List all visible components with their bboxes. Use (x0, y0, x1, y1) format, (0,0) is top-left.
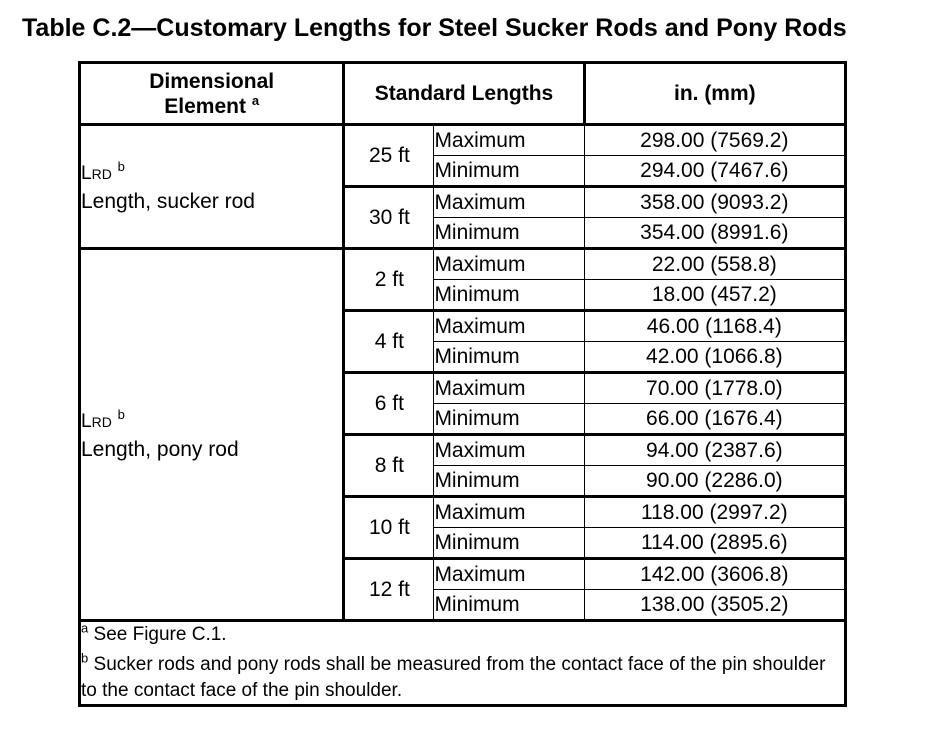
limit-label-max: Maximum (434, 187, 584, 218)
value-max: 46.00 (1168.4) (584, 311, 845, 342)
footnote-b (81, 652, 844, 704)
limit-label-min: Minimum (434, 466, 584, 497)
standard-length-cell: 30 ft (344, 187, 434, 249)
value-min: 90.00 (2286.0) (584, 466, 845, 497)
standard-length-cell: 8 ft (344, 435, 434, 497)
limit-label-max: Maximum (434, 559, 584, 590)
footnote-text: See Figure C.1. (93, 624, 227, 645)
symbol: L (81, 162, 92, 184)
table-row (80, 249, 846, 280)
limit-label-max: Maximum (434, 497, 584, 528)
table-body (80, 125, 846, 621)
symbol-footnote-mark: b (117, 406, 125, 422)
value-min: 18.00 (457.2) (584, 280, 845, 311)
limit-label-min: Minimum (434, 218, 584, 249)
standard-length-cell: 12 ft (344, 559, 434, 621)
value-max: 142.00 (3606.8) (584, 559, 845, 590)
limit-label-min: Minimum (434, 528, 584, 559)
standard-length-cell: 4 ft (344, 311, 434, 373)
limit-label-max: Maximum (434, 125, 584, 156)
limit-label-max: Maximum (434, 373, 584, 404)
limit-label-min: Minimum (434, 590, 584, 621)
header-units: in. (mm) (584, 63, 845, 125)
limit-label-max: Maximum (434, 435, 584, 466)
footnote-a (81, 622, 844, 648)
footnotes-row (80, 621, 846, 706)
symbol-subscript: RD (91, 413, 112, 430)
value-min: 294.00 (7467.6) (584, 156, 845, 187)
limit-label-max: Maximum (434, 311, 584, 342)
standard-length-cell: 2 ft (344, 249, 434, 311)
footnote-text: Sucker rods and pony rods shall be measured from the contact face of the pin shoulder to the contact face of the pin shoulder. (81, 654, 826, 701)
table-row (80, 125, 846, 156)
limit-label-min: Minimum (434, 404, 584, 435)
value-max: 118.00 (2997.2) (584, 497, 845, 528)
footnote-mark: a (81, 620, 89, 636)
standard-length-cell: 10 ft (344, 497, 434, 559)
limit-label-min: Minimum (434, 280, 584, 311)
table-title: Table C.2—Customary Lengths for Steel Sucker Rods and Pony Rods (22, 14, 847, 42)
limit-label-max: Maximum (434, 249, 584, 280)
element-description: Length, sucker rod (81, 189, 255, 213)
value-max: 94.00 (2387.6) (584, 435, 845, 466)
symbol-subscript: RD (91, 165, 112, 182)
standard-length-cell: 6 ft (344, 373, 434, 435)
element-description: Length, pony rod (81, 437, 239, 461)
value-min: 138.00 (3505.2) (584, 590, 845, 621)
header-dimensional-element (80, 63, 344, 125)
header-standard-lengths: Standard Lengths (344, 63, 584, 125)
value-min: 66.00 (1676.4) (584, 404, 845, 435)
value-min: 354.00 (8991.6) (584, 218, 845, 249)
footnote-mark: b (81, 650, 89, 666)
standard-length-cell: 25 ft (344, 125, 434, 187)
symbol: L (81, 410, 92, 432)
header-element-footnote-mark: a (251, 92, 260, 108)
value-max: 358.00 (9093.2) (584, 187, 845, 218)
header-row (80, 63, 846, 125)
header-element-line2: Element (164, 94, 246, 118)
dimensional-element-cell (80, 249, 344, 621)
dimensional-element-cell (80, 125, 344, 249)
footnotes-cell (80, 621, 846, 706)
value-min: 42.00 (1066.8) (584, 342, 845, 373)
value-max: 70.00 (1778.0) (584, 373, 845, 404)
lengths-table (78, 61, 847, 707)
value-max: 298.00 (7569.2) (584, 125, 845, 156)
header-element-line1: Dimensional (149, 69, 275, 93)
value-min: 114.00 (2895.6) (584, 528, 845, 559)
limit-label-min: Minimum (434, 156, 584, 187)
symbol-footnote-mark: b (117, 158, 125, 174)
limit-label-min: Minimum (434, 342, 584, 373)
value-max: 22.00 (558.8) (584, 249, 845, 280)
